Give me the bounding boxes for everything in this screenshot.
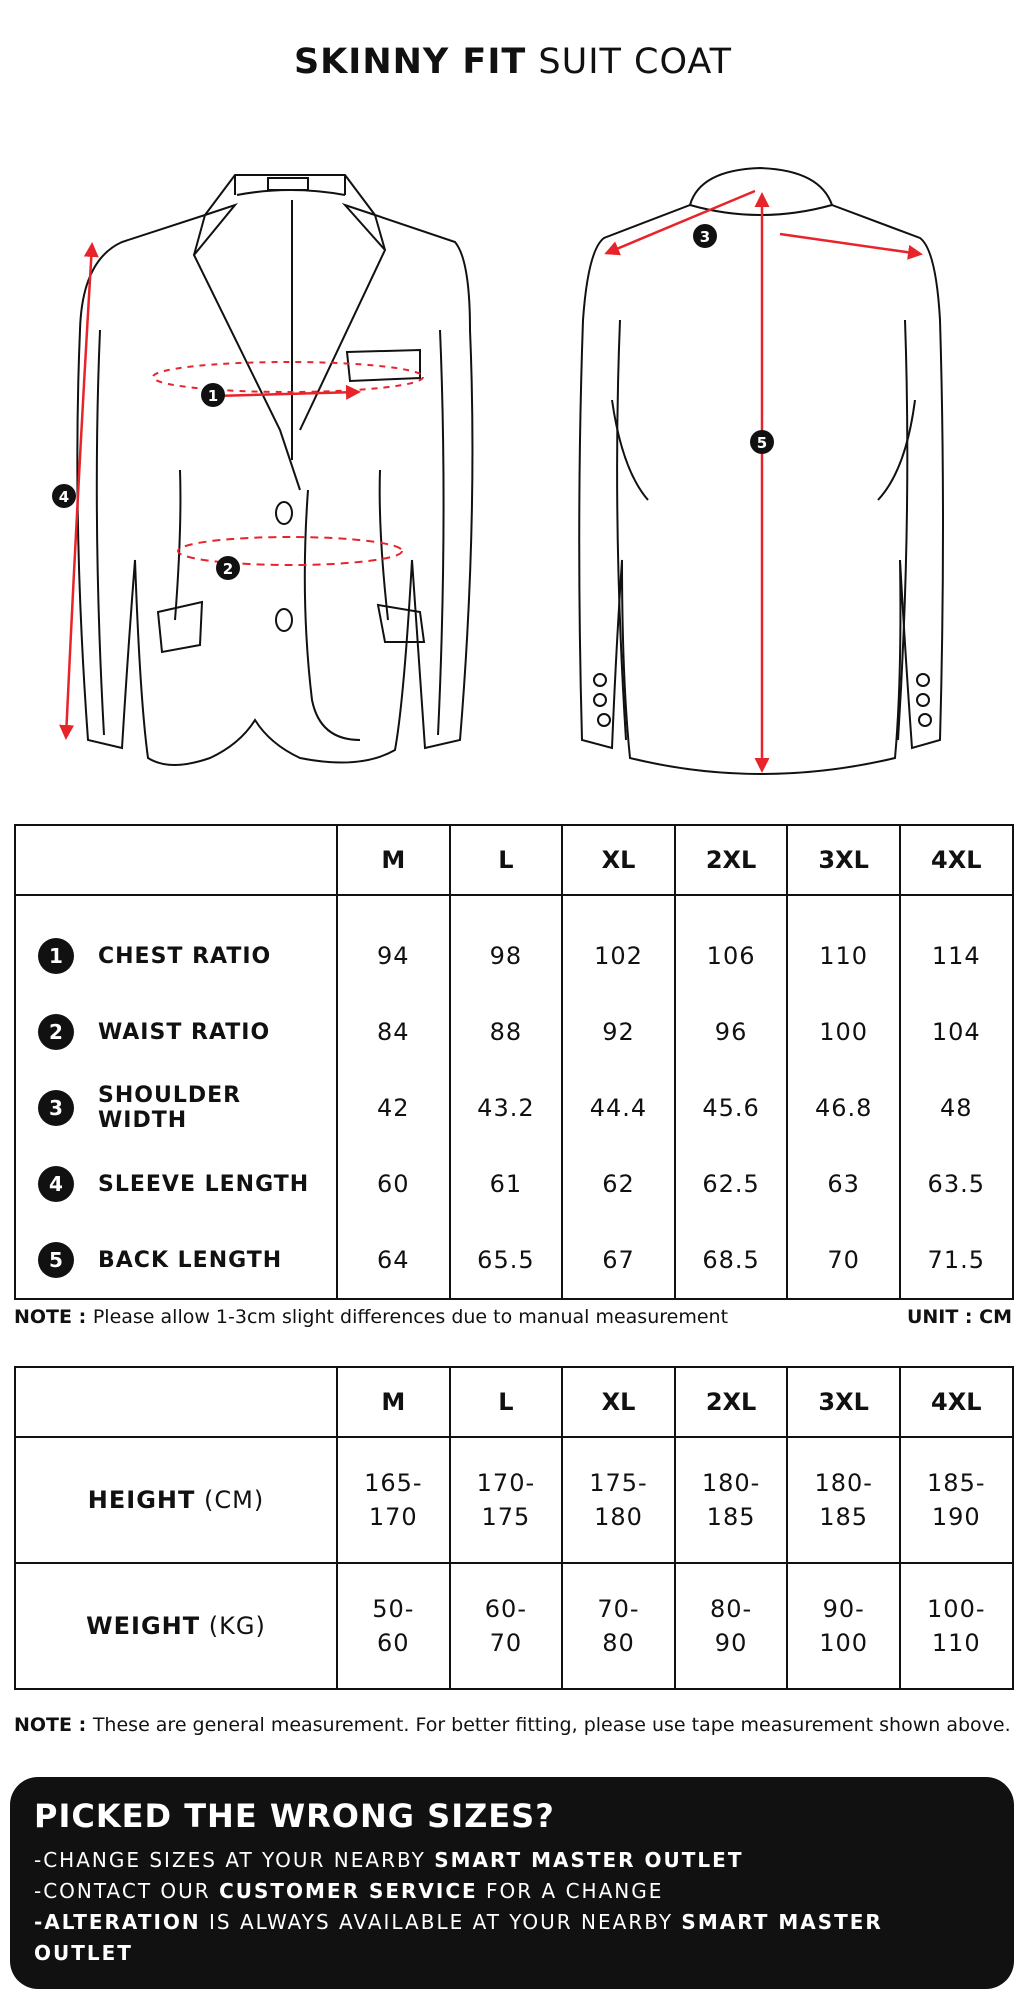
range-start: 60- xyxy=(484,1595,527,1623)
wrong-sizes-line-3 xyxy=(34,1907,990,1969)
range-start: 90- xyxy=(822,1595,865,1623)
range-end: 185 xyxy=(819,1503,869,1531)
size-column-2xl xyxy=(675,895,788,1299)
range-end: 190 xyxy=(931,1503,981,1531)
line-text: -CONTACT OUR xyxy=(34,1879,220,1903)
header-blank xyxy=(15,1367,337,1437)
marker-1 xyxy=(201,383,225,407)
range-start: 50- xyxy=(372,1595,415,1623)
value-cell: 67 xyxy=(602,1246,635,1274)
range-end: 70 xyxy=(489,1629,523,1657)
number-badge: 2 xyxy=(38,1014,74,1050)
value-cell: 64 xyxy=(377,1246,410,1274)
size-header: L xyxy=(450,825,563,895)
svg-text:1: 1 xyxy=(207,387,219,405)
weight-cell xyxy=(562,1563,675,1689)
height-cell xyxy=(337,1437,450,1563)
value-cell: 68.5 xyxy=(702,1246,760,1274)
value-cell: 61 xyxy=(489,1170,523,1198)
size-column-3xl xyxy=(787,895,900,1299)
marker-3 xyxy=(693,224,717,248)
row-label-text: SHOULDER WIDTH xyxy=(98,1083,242,1133)
range-end: 60 xyxy=(377,1629,410,1657)
size-column-4xl xyxy=(900,895,1013,1299)
number-badge: 1 xyxy=(38,938,74,974)
line-text: FOR A CHANGE xyxy=(477,1879,664,1903)
wrong-sizes-line-1 xyxy=(34,1845,990,1876)
size-header: 4XL xyxy=(900,1367,1013,1437)
number-badge: 4 xyxy=(38,1166,74,1202)
value-cell: 60 xyxy=(377,1170,410,1198)
alteration-label: -ALTERATION xyxy=(34,1910,201,1934)
size-column-l xyxy=(450,895,563,1299)
size-header: M xyxy=(337,1367,450,1437)
height-cell xyxy=(450,1437,563,1563)
row-label-text: SLEEVE LENGTH xyxy=(98,1171,310,1197)
page-title xyxy=(0,42,1026,82)
row-label-text: WAIST RATIO xyxy=(98,1019,271,1045)
measurement-body-row xyxy=(15,895,1013,1299)
range-start: 165- xyxy=(364,1469,423,1497)
weight-cell xyxy=(900,1563,1013,1689)
range-end: 170 xyxy=(368,1503,418,1531)
value-cell: 43.2 xyxy=(477,1094,535,1122)
range-start: 175- xyxy=(589,1469,648,1497)
value-cell: 88 xyxy=(489,1018,523,1046)
row-label-back xyxy=(16,1222,336,1298)
size-header: 4XL xyxy=(900,825,1013,895)
value-cell: 96 xyxy=(714,1018,748,1046)
value-cell: 65.5 xyxy=(477,1246,535,1274)
height-label-text: HEIGHT xyxy=(87,1486,196,1514)
value-cell: 48 xyxy=(939,1094,973,1122)
height-cell xyxy=(787,1437,900,1563)
range-end: 90 xyxy=(714,1629,748,1657)
value-cell: 63 xyxy=(827,1170,860,1198)
range-end: 175 xyxy=(481,1503,531,1531)
row-label-text: BACK LENGTH xyxy=(98,1247,283,1273)
value-cell: 100 xyxy=(819,1018,869,1046)
note-body: These are general measurement. For better fitting, please use tape measurement shown above. xyxy=(92,1714,1011,1736)
weight-label-text: WEIGHT xyxy=(86,1612,201,1640)
weight-cell xyxy=(450,1563,563,1689)
body-size-table xyxy=(14,1366,1014,1690)
range-start: 70- xyxy=(597,1595,640,1623)
front-jacket xyxy=(77,175,472,765)
marker-2 xyxy=(216,556,240,580)
note-text xyxy=(14,1306,728,1328)
row-label-sleeve xyxy=(16,1146,336,1222)
size-header: XL xyxy=(562,1367,675,1437)
size-column-xl xyxy=(562,895,675,1299)
measurement-note xyxy=(14,1306,1012,1328)
height-cell xyxy=(900,1437,1013,1563)
measurement-table xyxy=(14,824,1014,1300)
size-header: M xyxy=(337,825,450,895)
note-body: Please allow 1-3cm slight differences due to manual measurement xyxy=(92,1306,729,1328)
row-label-waist xyxy=(16,994,336,1070)
value-cell: 94 xyxy=(377,942,410,970)
size-header: 3XL xyxy=(787,825,900,895)
size-header: 2XL xyxy=(675,825,788,895)
range-end: 185 xyxy=(706,1503,756,1531)
row-label-shoulder xyxy=(16,1070,336,1146)
value-cell: 62.5 xyxy=(702,1170,760,1198)
value-cell: 104 xyxy=(931,1018,981,1046)
general-note xyxy=(14,1714,1012,1736)
svg-text:4: 4 xyxy=(58,488,70,506)
value-cell: 71.5 xyxy=(927,1246,985,1274)
range-end: 180 xyxy=(594,1503,643,1531)
wrong-sizes-line-2 xyxy=(34,1876,990,1907)
value-cell: 42 xyxy=(377,1094,410,1122)
value-cell: 84 xyxy=(377,1018,410,1046)
row-labels-cell xyxy=(15,895,337,1299)
value-cell: 92 xyxy=(602,1018,635,1046)
value-cell: 102 xyxy=(594,942,643,970)
size-column-m xyxy=(337,895,450,1299)
line-text: IS ALWAYS AVAILABLE AT YOUR NEARBY xyxy=(200,1910,682,1934)
weight-row xyxy=(15,1563,1013,1689)
height-unit: (CM) xyxy=(195,1486,265,1514)
unit-label: UNIT : CM xyxy=(906,1306,1012,1328)
range-start: 80- xyxy=(709,1595,753,1623)
weight-cell xyxy=(787,1563,900,1689)
outlet-name: SMART MASTER OUTLET xyxy=(34,1910,883,1965)
value-cell: 110 xyxy=(819,942,869,970)
height-label xyxy=(15,1437,337,1563)
row-label-text: CHEST RATIO xyxy=(98,943,272,969)
svg-text:2: 2 xyxy=(222,560,234,578)
weight-unit: (KG) xyxy=(200,1612,266,1640)
height-row xyxy=(15,1437,1013,1563)
range-start: 185- xyxy=(927,1469,986,1497)
back-measure-lines xyxy=(607,191,920,770)
marker-4 xyxy=(52,484,76,508)
value-cell: 106 xyxy=(706,942,756,970)
size-header-row xyxy=(15,825,1013,895)
title-rest: SUIT COAT xyxy=(526,42,733,82)
wrong-sizes-panel xyxy=(10,1777,1014,1989)
weight-cell xyxy=(675,1563,788,1689)
value-cell: 45.6 xyxy=(702,1094,760,1122)
range-end: 110 xyxy=(931,1629,981,1657)
outlet-name: SMART MASTER OUTLET xyxy=(434,1848,744,1872)
row-label-chest xyxy=(16,918,336,994)
range-end: 80 xyxy=(602,1629,635,1657)
size-header: L xyxy=(450,1367,563,1437)
number-badge: 5 xyxy=(38,1242,74,1278)
value-cell: 70 xyxy=(827,1246,860,1274)
size-header: 3XL xyxy=(787,1367,900,1437)
note-key: NOTE : xyxy=(14,1714,93,1736)
title-bold: SKINNY FIT xyxy=(293,42,527,82)
svg-text:5: 5 xyxy=(756,434,768,452)
weight-cell xyxy=(337,1563,450,1689)
suit-illustration xyxy=(0,155,1026,795)
range-start: 100- xyxy=(927,1595,986,1623)
range-start: 180- xyxy=(701,1469,761,1497)
height-cell xyxy=(675,1437,788,1563)
range-start: 180- xyxy=(814,1469,873,1497)
size-header: 2XL xyxy=(675,1367,788,1437)
range-end: 100 xyxy=(819,1629,869,1657)
value-cell: 114 xyxy=(931,942,981,970)
value-cell: 98 xyxy=(489,942,523,970)
front-measure-lines xyxy=(66,245,423,737)
value-cell: 63.5 xyxy=(927,1170,985,1198)
line-text: -CHANGE SIZES AT YOUR NEARBY xyxy=(34,1848,435,1872)
marker-5 xyxy=(750,430,774,454)
value-cell: 44.4 xyxy=(589,1094,648,1122)
value-cell: 46.8 xyxy=(814,1094,873,1122)
customer-service: CUSTOMER SERVICE xyxy=(219,1879,478,1903)
range-start: 170- xyxy=(476,1469,536,1497)
value-cell: 62 xyxy=(602,1170,635,1198)
header-blank xyxy=(15,825,337,895)
weight-label xyxy=(15,1563,337,1689)
height-cell xyxy=(562,1437,675,1563)
wrong-sizes-title: PICKED THE WRONG SIZES? xyxy=(34,1797,555,1835)
svg-text:3: 3 xyxy=(699,228,711,246)
size-header: XL xyxy=(562,825,675,895)
note-key: NOTE : xyxy=(14,1306,93,1328)
number-badge: 3 xyxy=(38,1090,74,1126)
size-header-row xyxy=(15,1367,1013,1437)
